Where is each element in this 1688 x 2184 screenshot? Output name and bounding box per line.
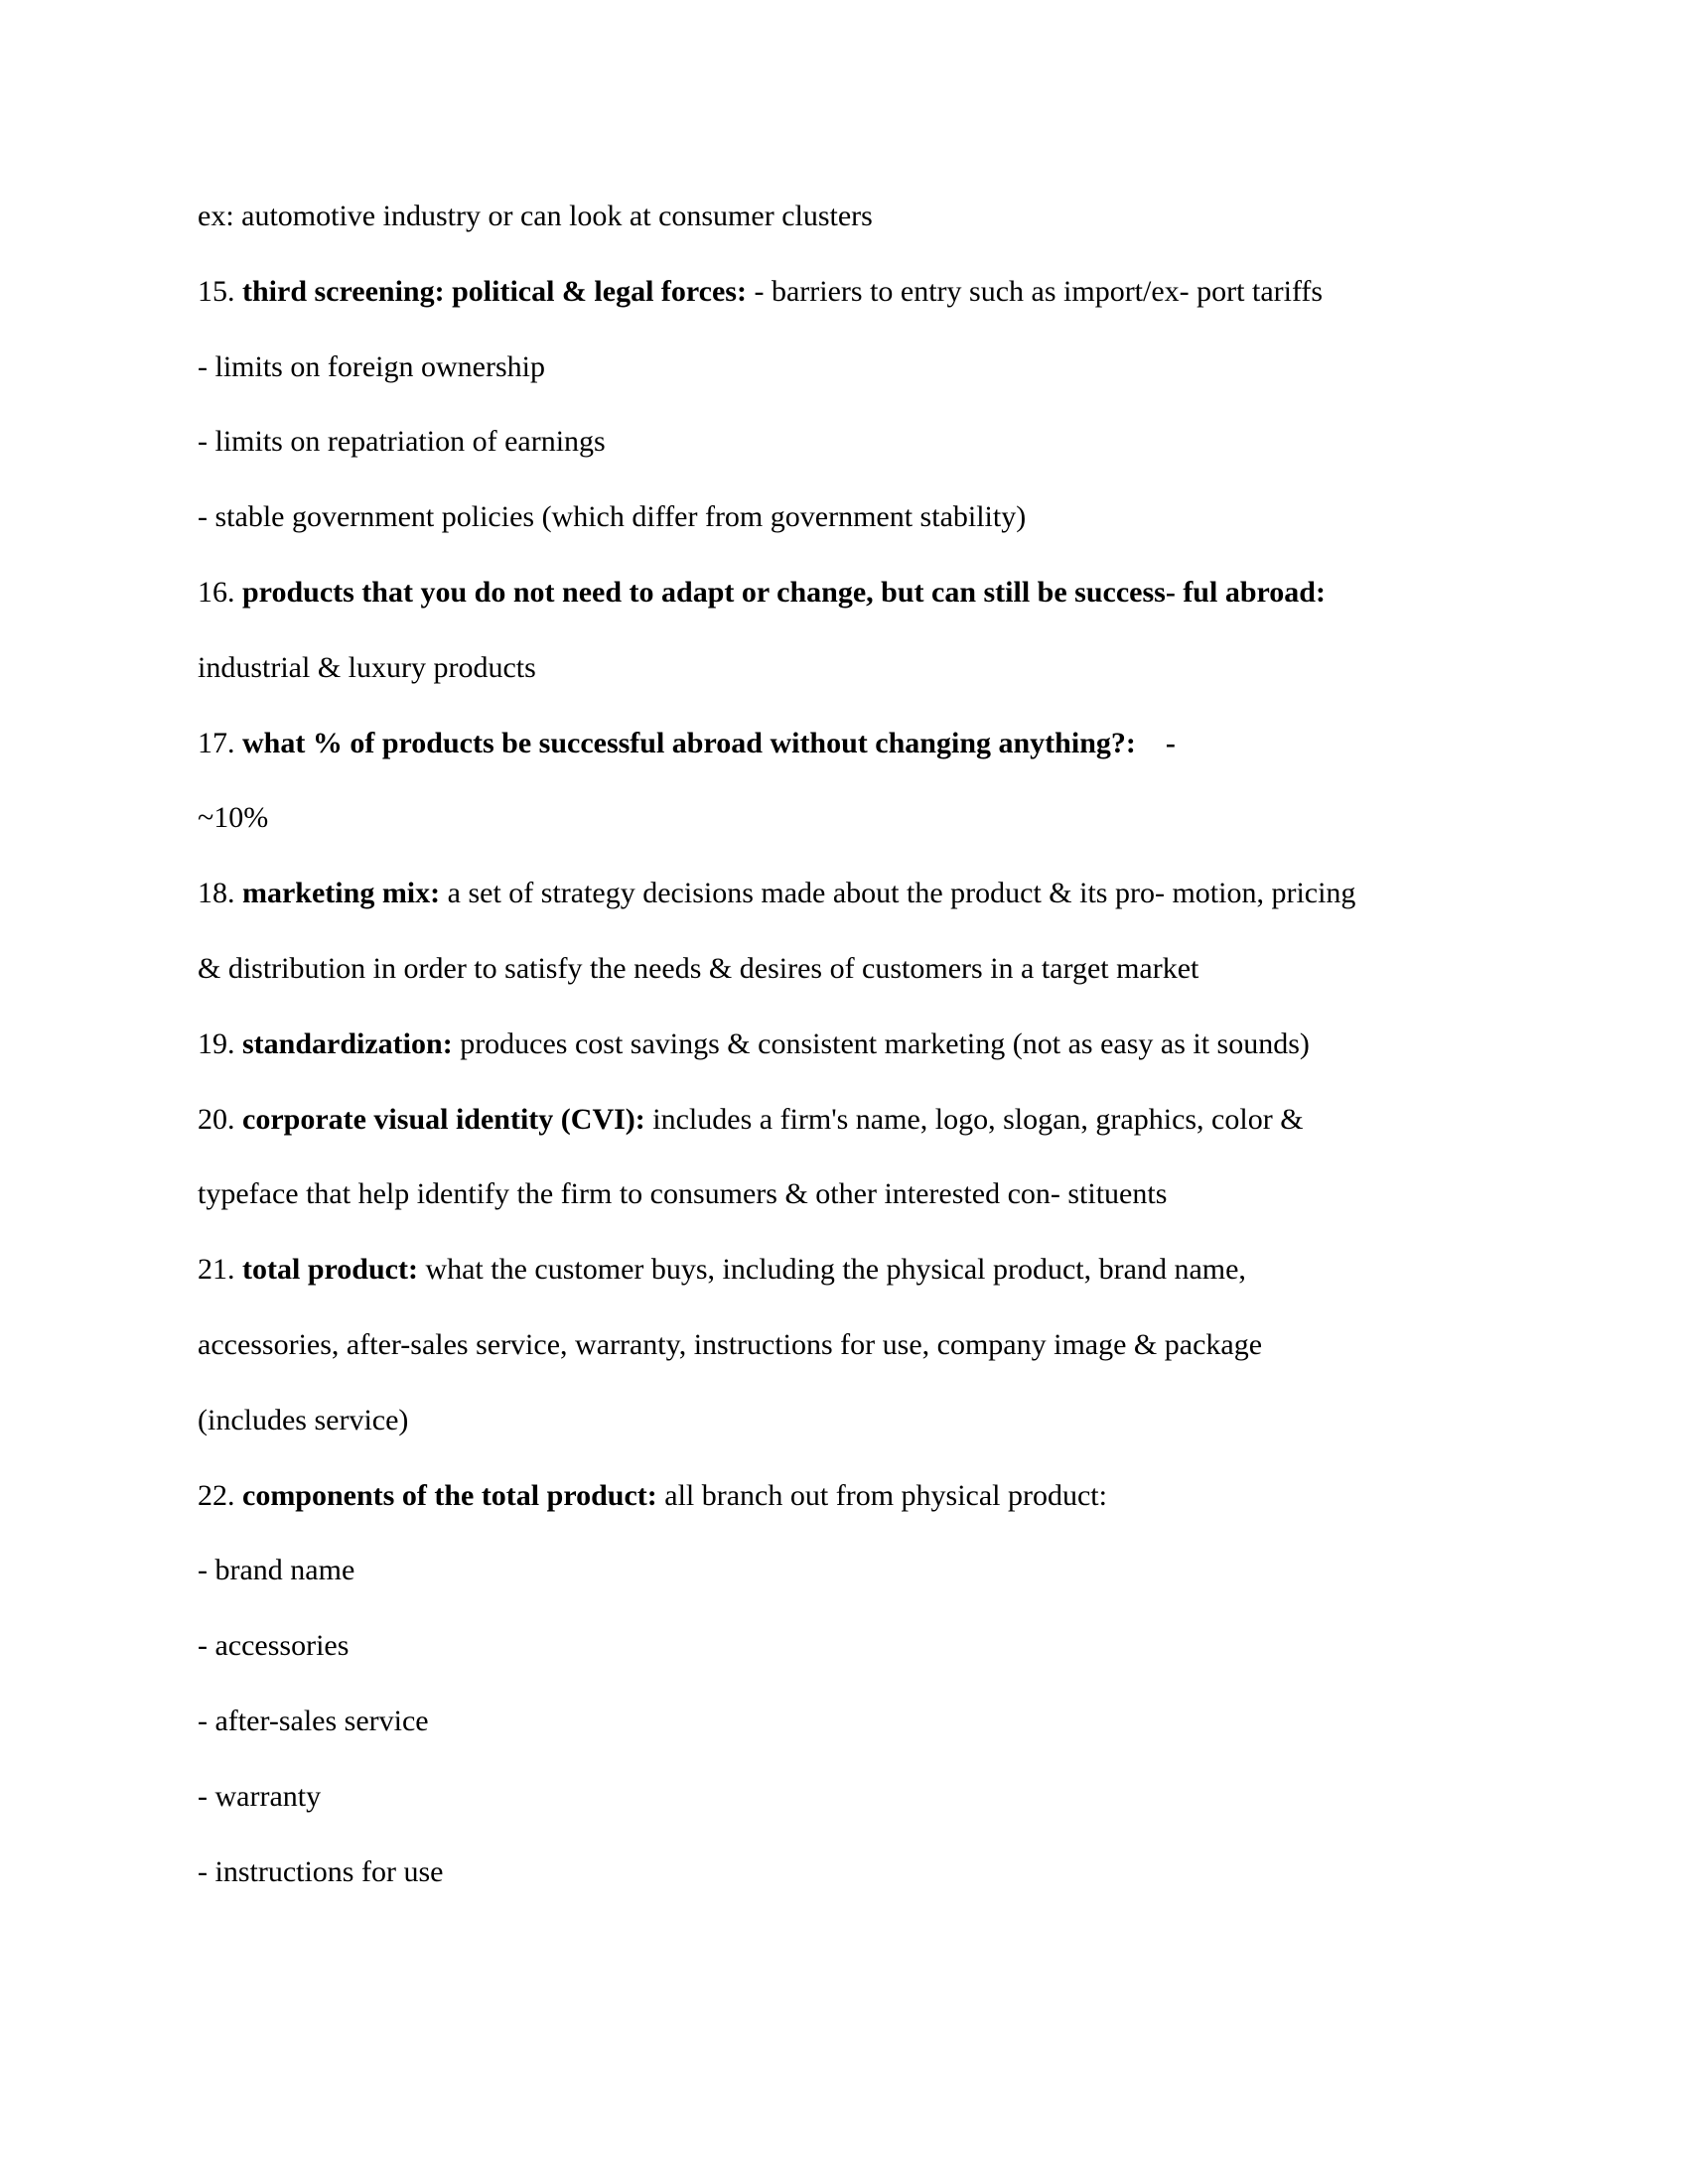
text-line <box>198 780 1508 856</box>
line-text: industrial & luxury products <box>198 650 536 684</box>
text-line <box>198 1458 1508 1534</box>
term-label: marketing mix: <box>242 877 441 910</box>
text-line <box>198 1759 1508 1835</box>
text-line <box>198 1533 1508 1608</box>
item-number: 16. <box>198 575 242 609</box>
document-page <box>198 179 1508 1909</box>
text-line <box>198 856 1508 931</box>
text-line <box>198 1307 1508 1383</box>
line-text: - accessories <box>198 1629 350 1663</box>
text-line <box>198 330 1508 405</box>
text-line <box>198 1684 1508 1759</box>
text-line <box>198 1232 1508 1307</box>
term-label: total product: <box>242 1253 418 1287</box>
term-label: third screening: political & legal forces: <box>242 274 747 308</box>
line-text: - limits on foreign ownership <box>198 349 545 383</box>
term-label: components of the total product: <box>242 1478 657 1512</box>
item-number: 18. <box>198 877 242 910</box>
line-text: - warranty <box>198 1779 322 1813</box>
term-label: corporate visual identity (CVI): <box>242 1102 645 1136</box>
line-text: all branch out from physical product: <box>656 1478 1107 1512</box>
text-line <box>198 706 1508 781</box>
line-text: typeface that help identify the firm to consumers & other interested con- stituents <box>198 1177 1168 1211</box>
text-line <box>198 479 1508 555</box>
line-text: ~10% <box>198 801 269 835</box>
line-text: (includes service) <box>198 1403 409 1436</box>
term-label: standardization: <box>242 1026 453 1060</box>
text-line <box>198 254 1508 330</box>
text-line <box>198 404 1508 479</box>
line-text: - after-sales service <box>198 1704 429 1737</box>
line-text: - brand name <box>198 1554 355 1587</box>
term-label: what % of products be successful abroad without changing anything?: - <box>242 726 1176 759</box>
line-text: ex: automotive industry or can look at consumer clusters <box>198 200 873 232</box>
line-text: - barriers to entry such as import/ex- port tariffs <box>746 274 1324 308</box>
line-text: a set of strategy decisions made about the product & its pro- motion, pricing <box>440 877 1356 910</box>
item-number: 17. <box>198 726 242 759</box>
text-line <box>198 1082 1508 1158</box>
text-line <box>198 931 1508 1007</box>
line-text: - limits on repatriation of earnings <box>198 425 606 459</box>
line-text: & distribution in order to satisfy the needs & desires of customers in a target market <box>198 951 1199 985</box>
line-text: accessories, after-sales service, warranty, instructions for use, company image & package <box>198 1327 1263 1361</box>
line-text: includes a firm's name, logo, slogan, graphics, color & <box>644 1102 1304 1136</box>
text-line <box>198 179 1508 254</box>
line-text: - instructions for use <box>198 1854 444 1888</box>
text-line <box>198 1157 1508 1232</box>
item-number: 20. <box>198 1102 242 1136</box>
text-line <box>198 555 1508 630</box>
text-line <box>198 1608 1508 1684</box>
item-number: 21. <box>198 1253 242 1287</box>
item-number: 22. <box>198 1478 242 1512</box>
item-number: 19. <box>198 1026 242 1060</box>
text-line <box>198 1835 1508 1910</box>
line-text: - stable government policies (which differ from government stability) <box>198 500 1027 534</box>
line-text: what the customer buys, including the physical product, brand name, <box>417 1253 1246 1287</box>
line-text: produces cost savings & consistent marketing (not as easy as it sounds) <box>452 1026 1310 1060</box>
item-number: 15. <box>198 274 242 308</box>
text-line <box>198 1007 1508 1082</box>
term-label: products that you do not need to adapt or change, but can still be success- ful abroad: <box>242 575 1326 609</box>
text-line <box>198 1383 1508 1458</box>
text-line <box>198 630 1508 706</box>
